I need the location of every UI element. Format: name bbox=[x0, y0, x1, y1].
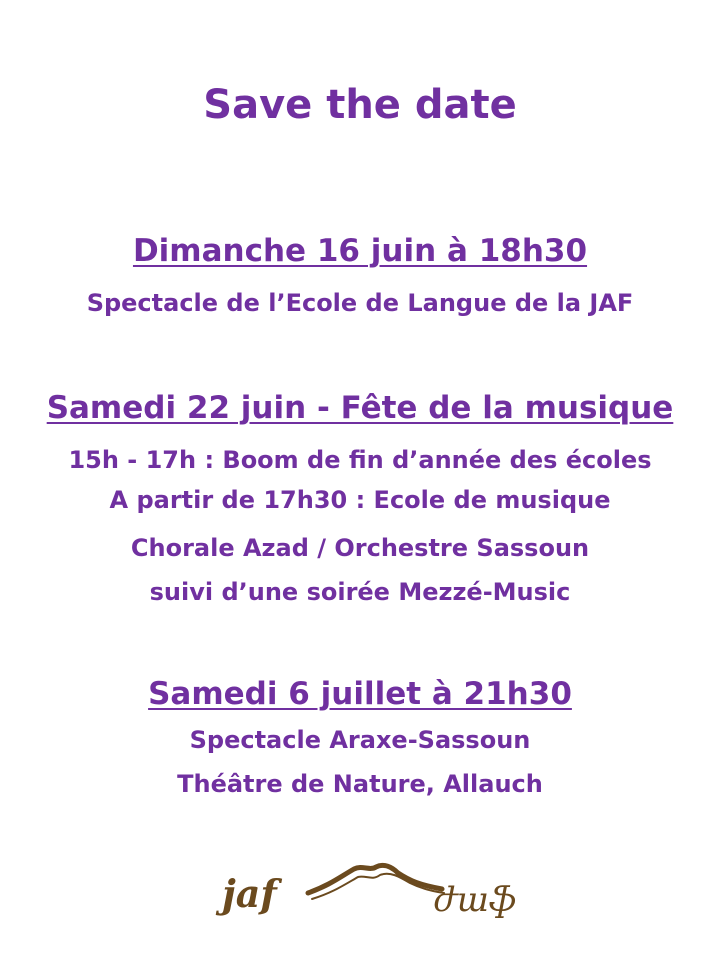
event-1-detail-1: Spectacle de l’Ecole de Langue de la JAF bbox=[86, 289, 634, 317]
event-2-heading: Samedi 22 juin - Fête de la musique bbox=[46, 390, 674, 426]
event-2-detail-3: Chorale Azad / Orchestre Sassoun bbox=[130, 534, 590, 562]
event-2-detail-2: A partir de 17h30 : Ecole de musique bbox=[109, 486, 611, 514]
event-3-detail-2: Théâtre de Nature, Allauch bbox=[177, 770, 543, 798]
event-1-heading: Dimanche 16 juin à 18h30 bbox=[132, 233, 588, 269]
jaf-logo bbox=[220, 855, 517, 930]
event-2-detail-4: suivi d’une soirée Mezzé-Music bbox=[149, 578, 571, 606]
page-title: Save the date bbox=[203, 82, 517, 128]
event-3-heading: Samedi 6 juillet à 21h30 bbox=[148, 676, 572, 712]
event-2-detail-1: 15h - 17h : Boom de fin d’année des écoles bbox=[68, 446, 652, 474]
logo-text-left: jaf bbox=[222, 871, 277, 916]
logo-text-right: ժաֆ bbox=[434, 880, 517, 920]
event-3-detail-1: Spectacle Araxe-Sassoun bbox=[189, 726, 531, 754]
